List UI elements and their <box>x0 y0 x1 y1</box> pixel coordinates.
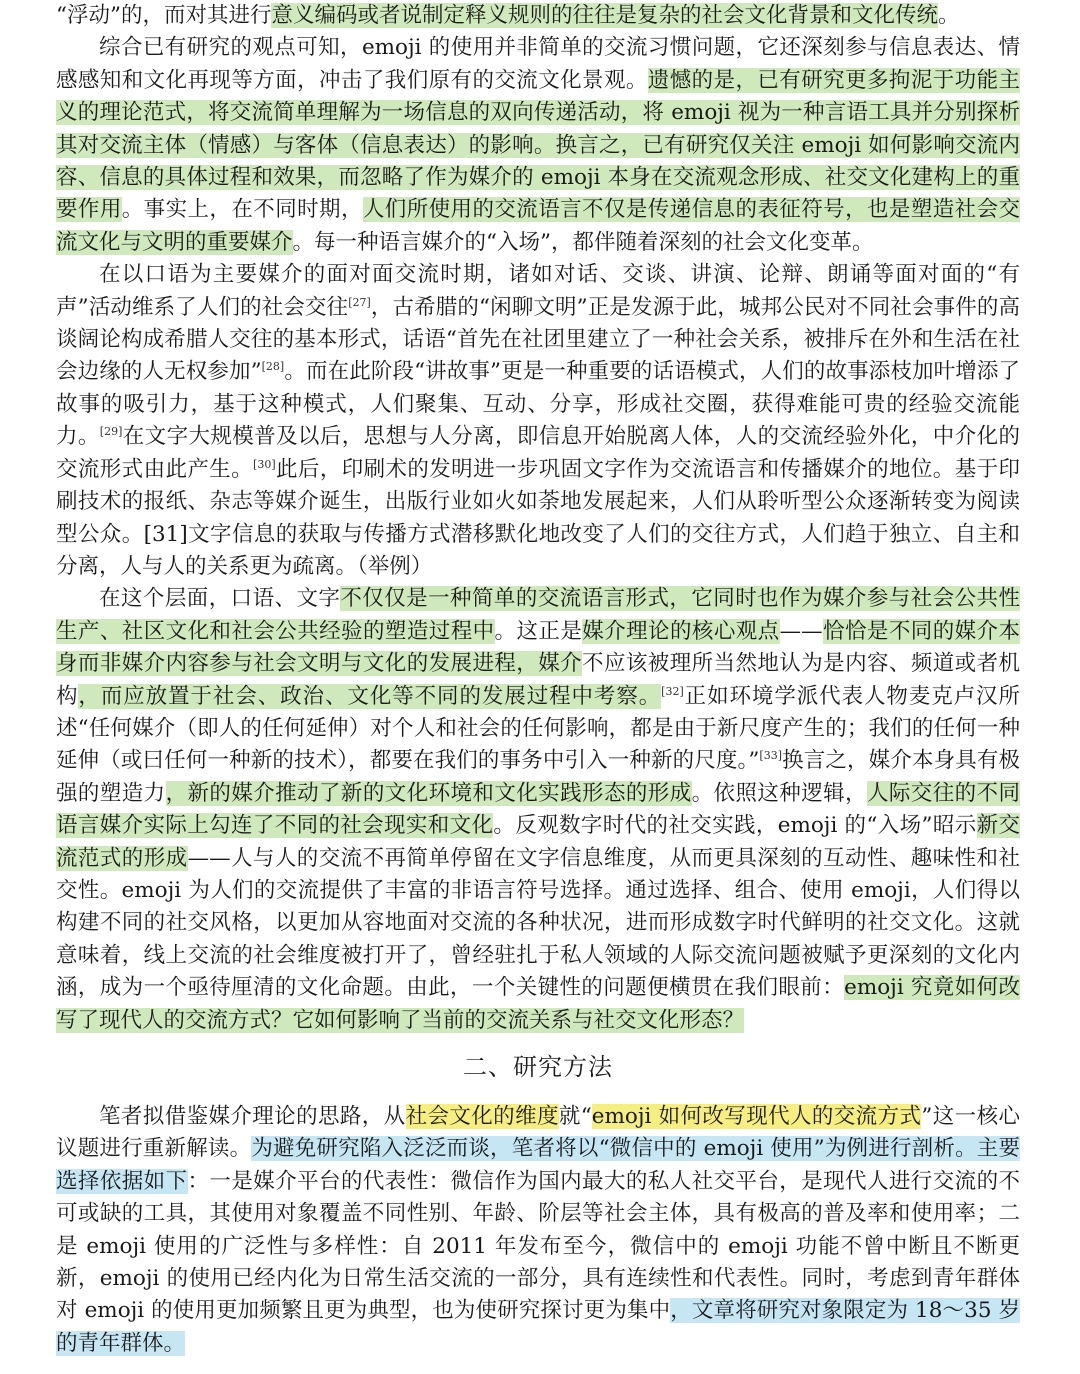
text-run: 笔者拟借鉴媒介理论的思路，从 <box>99 1104 406 1129</box>
citation-ref: [29] <box>99 425 123 439</box>
paragraph-5 <box>56 1101 1020 1360</box>
highlighted-text: 媒介理论的核心观点 <box>582 618 780 644</box>
highlighted-text: emoji 究竟如何改写了现代人的交流方式？它如何影响了当前的交流关系与社交文化形态？ <box>56 975 1020 1033</box>
text-run: ”这一核心议题进行重新解读。 <box>56 1104 1020 1162</box>
highlighted-text: ，新的媒介推动了新的文化环境和文化实践形态的形成 <box>165 780 692 806</box>
text-run: —— <box>779 618 823 644</box>
highlighted-text: 人们所使用的交流语言不仅是传递信息的表征符号，也是塑造社会交流文化与文明的重要媒介 <box>56 197 1020 255</box>
text-run: 。而在此阶段“讲故事”更是一种重要的话语模式，人们的故事添枝加叶增添了故事的吸引力，基于这种模式，人们聚集、互动、分享，形成社交圈，获得难能可贵的经验交流能力。 <box>56 359 1020 450</box>
citation-ref: [30] <box>253 457 276 471</box>
highlighted-text: ，而应放置于社会、政治、文化等不同的发展过程中考察。 <box>78 683 662 709</box>
text-run: 就“ <box>558 1104 592 1129</box>
text-run: “浮动”的，而对其进行 <box>56 3 272 28</box>
text-run: 在这个层面，口语、文字 <box>99 586 341 612</box>
highlighted-text: 恰恰是不同的媒介本身而非媒介内容参与社会文明与文化的发展进程，媒介 <box>56 618 1020 677</box>
text-run: 。这正是 <box>494 618 583 644</box>
text-run: ——人与人的交流不再简单停留在文字信息维度，从而更具深刻的互动性、趣味性和社交性。emoji 为人们的交流提供了丰富的非语言符号选择。通过选择、组合、使用 emoji，人们得以构建不同的社交风格，以更加从容地面对交流的各种状况，进而形成数字时代鲜明的社交文化。这就意味着，线上交流的社会维度被打开了，曾经驻扎于私人领域的人际交流问题被赋予更深刻的文化内涵，成为一个亟待厘清的文化命题。由此，一个关键性的问题便横贯在我们眼前： <box>56 845 1020 1001</box>
text-run: 正如环境学派代表人物麦克卢汉所述“任何媒介（即人的任何延伸）对个人和社会的任何影响，都是由于新尺度产生的；我们的任何一种延伸（或曰任何一种新的技术），都要在我们的事务中引入一种新的尺度。” <box>56 683 1020 774</box>
text-run: ，古希腊的“闲聊文明”正是发源于此，城邦公民对不同社会事件的高谈阔论构成希腊人交往的基本形式，话语“首先在社团里建立了一种社会关系，被排斥在外和生活在社会边缘的人无权参加” <box>56 294 1020 385</box>
text-run: ：一是媒介平台的代表性：微信作为国内最大的私人社交平台，是现代人进行交流的不可或缺的工具，其使用对象覆盖不同性别、年龄、阶层等社会主体，具有极高的普及率和使用率；二是 emoji 使用的广泛性与多样性：自 2011 年发布至今，微信中的 emoji 功能不曾中断且不断更新，emoji 的使用已经内化为日常生活交流的一部分，具有连续性和代表性。同时，考虑到青年群体对 emoji 的使用更加频繁且更为典型，也为使研究探讨更为集中 <box>56 1168 1020 1324</box>
text-run: 此后，印刷术的发明进一步巩固文字作为交流语言和传播媒介的地位。基于印刷技术的报纸、杂志等媒介诞生，出版行业如火如荼地发展起来，人们从聆听型公众逐渐转变为阅读型公众。[31]文字信息的获取与传播方式潜移默化地改变了人们的交往方式，人们趋于独立、自主和分离，人与人的关系更为疏离。（举例） <box>56 456 1020 579</box>
paragraph-1 <box>56 0 1020 32</box>
text-run: 在文字大规模普及以后，思想与人分离，即信息开始脱离人体，人的交流经验外化，中介化的交流形式由此产生。 <box>56 424 1020 482</box>
paragraph-4 <box>56 583 1020 1037</box>
highlighted-text: 不仅仅是一种简单的交流语言形式，它同时也作为媒介参与社会公共性生产、社区文化和社会公共经验的塑造过程中 <box>56 586 1020 644</box>
highlighted-text: 为避免研究陷入泛泛而谈，笔者将以“微信中的 emoji 使用”为例进行剖析。主要选择依据如下 <box>56 1136 1020 1194</box>
highlighted-text: emoji 如何改写现代人的交流方式 <box>591 1104 922 1129</box>
paragraph-3 <box>56 259 1020 583</box>
text-run: 。事实上，在不同时期， <box>121 197 363 223</box>
citation-ref: [32] <box>661 684 684 698</box>
citation-ref: [27] <box>348 295 371 309</box>
text-run: 不应该被理所当然地认为是内容、频道或者机构 <box>56 651 1020 709</box>
citation-ref: [28] <box>261 360 285 374</box>
section-heading: 二、研究方法 <box>463 1053 613 1081</box>
text-run: 。反观数字时代的社交实践，emoji 的“入场”昭示 <box>493 813 977 839</box>
text-run: 换言之，媒介本身具有极强的塑造力 <box>56 748 1020 806</box>
highlighted-text: 社会文化的维度 <box>405 1104 559 1129</box>
text-run: 。依照这种逻辑， <box>691 780 867 806</box>
text-run: 在以口语为主要媒介的面对面交流时期，诸如对话、交谈、讲演、论辩、朗诵等面对面的“有声”活动维系了人们的社会交往 <box>56 262 1020 320</box>
highlighted-text: 新交流范式的形成 <box>56 813 1020 871</box>
text-run: 。 <box>938 3 960 28</box>
highlighted-text: 遗憾的是，已有研究更多拘泥于功能主义的理论范式，将交流简单理解为一场信息的双向传递活动，将 emoji 视为一种言语工具并分别探析其对交流主体（情感）与客体（信息表达）的影响。换言之，已有研究仅关注 emoji 如何影响交流内容、信息的具体过程和效果，而忽略了作为媒介的 emoji 本身在交流观念形成、社交文化建构上的重要作用 <box>56 67 1020 223</box>
text-run: 综合已有研究的观点可知，emoji 的使用并非简单的交流习惯问题，它还深刻参与信息表达、情感感知和文化再现等方面，冲击了我们原有的交流文化景观。 <box>56 35 1020 93</box>
citation-ref: [33] <box>759 749 783 763</box>
highlighted-text: ，文章将研究对象限定为 18～35 岁的青年群体。 <box>56 1298 1020 1356</box>
highlighted-text: 人际交往的不同语言媒介实际上勾连了不同的社会现实和文化 <box>56 780 1020 839</box>
paragraph-2 <box>56 32 1020 259</box>
highlighted-text: 意义编码或者说制定释义规则的往往是复杂的社会文化背景和文化传统 <box>271 3 938 28</box>
text-run: 。每一种语言媒介的“入场”，都伴随着深刻的社会文化变革。 <box>292 229 874 255</box>
